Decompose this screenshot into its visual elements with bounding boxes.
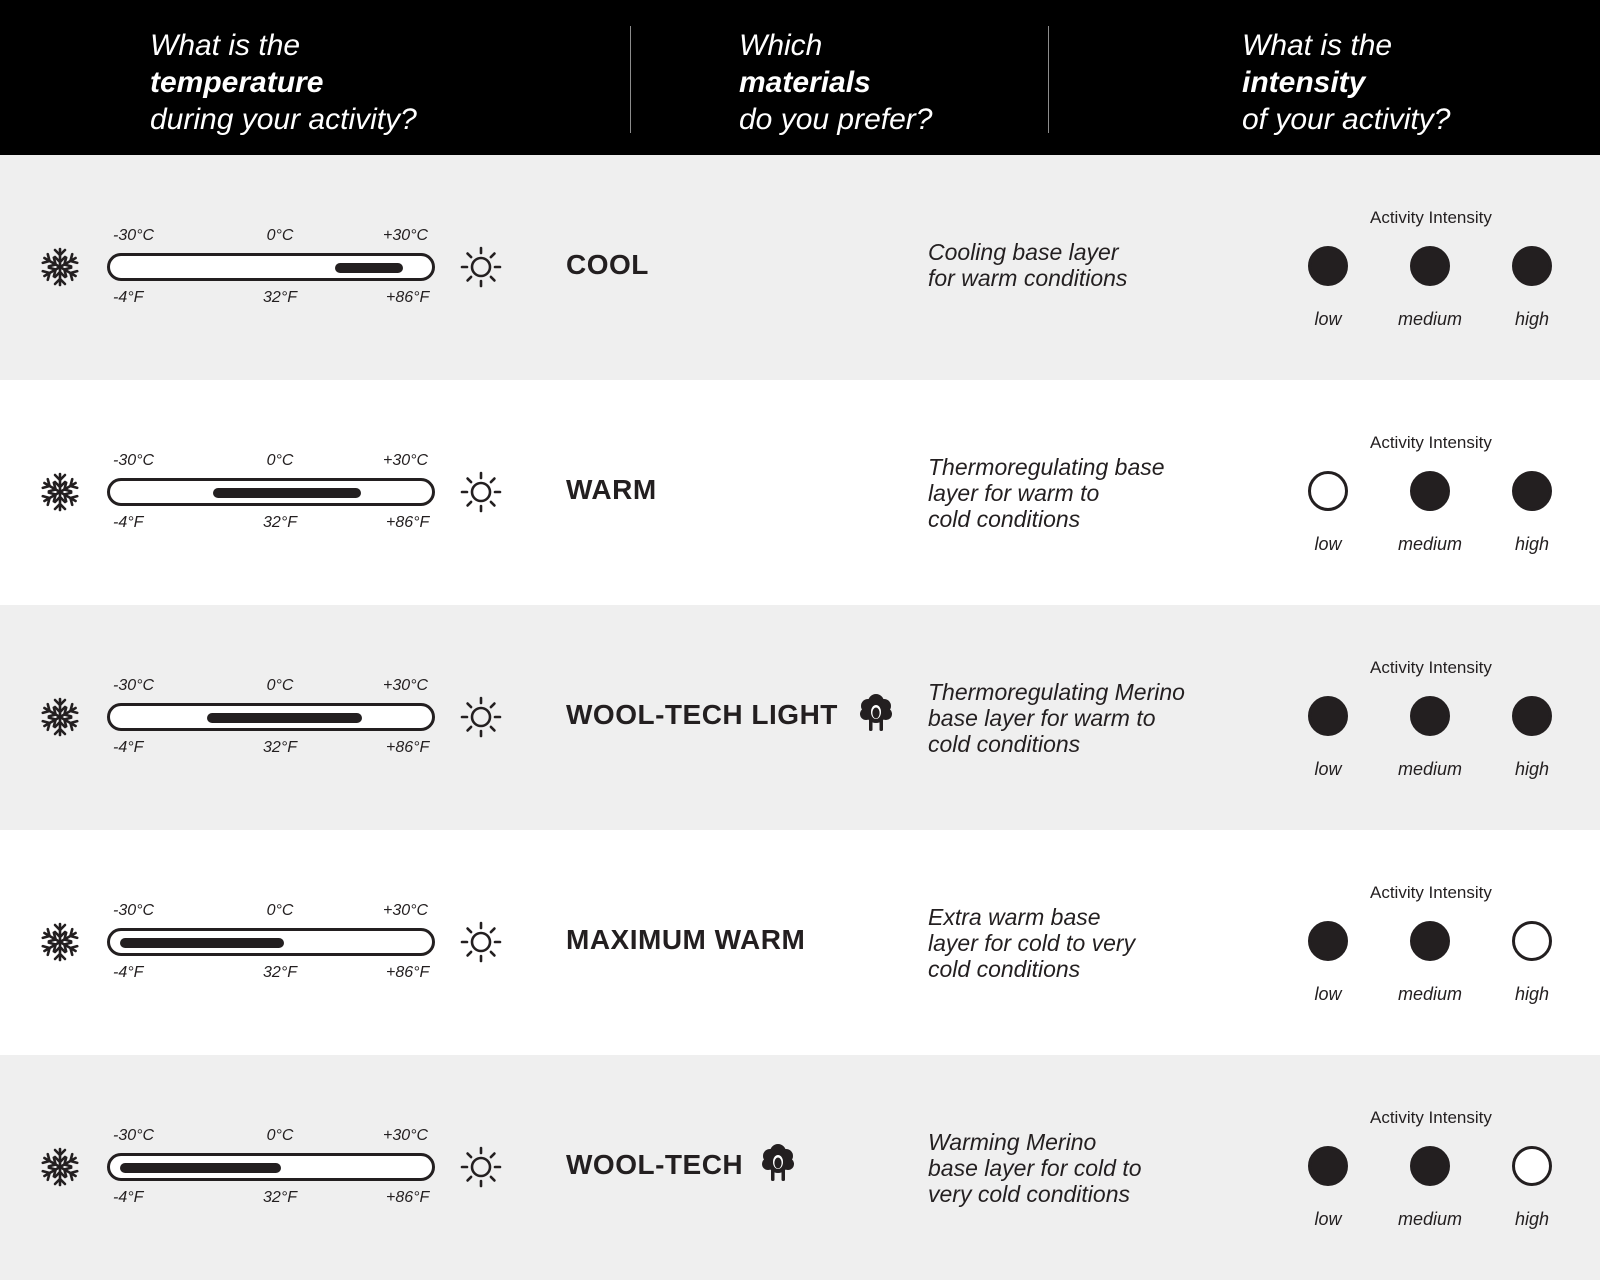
temp-label-celsius-max: +30°C	[383, 1127, 429, 1144]
temperature-range-fill	[213, 488, 361, 498]
intensity-dot-low	[1308, 1146, 1348, 1186]
product-name: WOOL-TECH LIGHT	[566, 699, 838, 730]
sun-icon	[459, 470, 503, 514]
temp-label-celsius-min: -30°C	[113, 452, 155, 469]
temp-label-fahrenheit-max: +86°F	[386, 739, 430, 756]
activity-intensity-title: Activity Intensity	[1370, 883, 1492, 902]
product-description-line: very cold conditions	[928, 1181, 1130, 1207]
intensity-label-medium: medium	[1397, 309, 1463, 329]
product-description-line: layer for cold to very	[928, 930, 1136, 956]
temp-label-celsius-mid: 0°C	[266, 677, 294, 694]
temp-label-fahrenheit-max: +86°F	[386, 289, 430, 306]
snowflake-icon	[38, 1145, 82, 1189]
product-row	[0, 830, 1600, 1055]
temp-label-fahrenheit-min: -4°F	[113, 289, 144, 306]
snowflake-icon	[38, 470, 82, 514]
product-name: COOL	[566, 249, 649, 280]
temp-label-celsius-min: -30°C	[113, 227, 155, 244]
intensity-label-low: low	[1314, 534, 1342, 554]
temp-label-fahrenheit-mid: 32°F	[263, 739, 297, 756]
product-description-line: cold conditions	[928, 506, 1081, 532]
product-name: WARM	[566, 474, 657, 505]
temperature-range-track	[107, 253, 435, 281]
intensity-label-high: high	[1514, 759, 1550, 779]
temp-label-fahrenheit-min: -4°F	[113, 1189, 144, 1206]
sun-icon	[459, 1145, 503, 1189]
intensity-dot-medium	[1410, 921, 1450, 961]
temp-label-fahrenheit-max: +86°F	[386, 964, 430, 981]
temp-label-celsius-mid: 0°C	[266, 902, 294, 919]
temp-label-fahrenheit-mid: 32°F	[263, 514, 297, 531]
sun-icon	[459, 245, 503, 289]
intensity-dot-medium	[1410, 246, 1450, 286]
intensity-dot-low	[1308, 246, 1348, 286]
temp-label-fahrenheit-mid: 32°F	[263, 1189, 297, 1206]
product-description-line: base layer for cold to	[928, 1155, 1142, 1181]
header-divider	[630, 26, 631, 133]
temperature-range-track	[107, 703, 435, 731]
sun-icon	[459, 695, 503, 739]
temp-label-celsius-mid: 0°C	[266, 452, 294, 469]
activity-intensity-title: Activity Intensity	[1370, 1108, 1492, 1127]
product-description	[928, 1129, 1248, 1207]
product-description	[928, 679, 1248, 757]
product-row	[0, 155, 1600, 380]
temp-label-fahrenheit-mid: 32°F	[263, 964, 297, 981]
activity-intensity-title: Activity Intensity	[1370, 433, 1492, 452]
intensity-dot-high	[1512, 246, 1552, 286]
temp-label-celsius-mid: 0°C	[266, 1127, 294, 1144]
intensity-label-high: high	[1514, 984, 1550, 1004]
intensity-label-high: high	[1514, 309, 1550, 329]
intensity-dot-low	[1308, 696, 1348, 736]
intensity-dot-medium	[1410, 471, 1450, 511]
product-description-line: Thermoregulating Merino	[928, 679, 1185, 705]
product-row	[0, 605, 1600, 830]
sun-icon	[459, 920, 503, 964]
temperature-range-track	[107, 478, 435, 506]
intensity-label-low: low	[1314, 1209, 1342, 1229]
intensity-dot-low	[1308, 921, 1348, 961]
intensity-label-medium: medium	[1397, 759, 1463, 779]
temp-label-celsius-max: +30°C	[383, 227, 429, 244]
merino-sheep-icon	[760, 1143, 796, 1183]
snowflake-icon	[38, 695, 82, 739]
temperature-range-fill	[335, 263, 403, 273]
temperature-range-fill	[120, 938, 284, 948]
temp-label-celsius-max: +30°C	[383, 452, 429, 469]
temp-label-fahrenheit-min: -4°F	[113, 964, 144, 981]
intensity-label-low: low	[1314, 309, 1342, 329]
snowflake-icon	[38, 920, 82, 964]
intensity-label-medium: medium	[1397, 1209, 1463, 1229]
intensity-label-medium: medium	[1397, 534, 1463, 554]
intensity-label-high: high	[1514, 1209, 1550, 1229]
intensity-dot-high	[1512, 921, 1552, 961]
product-row	[0, 380, 1600, 605]
temperature-range-fill	[207, 713, 362, 723]
product-description-line: Cooling base layer	[928, 239, 1119, 265]
intensity-dot-medium	[1410, 1146, 1450, 1186]
header-materials-question: Which materials do you prefer?	[739, 29, 933, 136]
activity-intensity-title: Activity Intensity	[1370, 658, 1492, 677]
intensity-dot-high	[1512, 1146, 1552, 1186]
temp-label-celsius-min: -30°C	[113, 677, 155, 694]
intensity-dot-low	[1308, 471, 1348, 511]
header-divider	[1048, 26, 1049, 133]
temp-label-celsius-max: +30°C	[383, 902, 429, 919]
product-description-line: for warm conditions	[928, 265, 1128, 291]
product-description-line: Extra warm base	[928, 904, 1101, 930]
intensity-dot-high	[1512, 471, 1552, 511]
product-name: WOOL-TECH	[566, 1149, 744, 1180]
product-description	[928, 904, 1248, 982]
intensity-label-high: high	[1514, 534, 1550, 554]
intensity-dot-high	[1512, 696, 1552, 736]
temperature-range-fill	[120, 1163, 281, 1173]
temp-label-fahrenheit-mid: 32°F	[263, 289, 297, 306]
intensity-dot-medium	[1410, 696, 1450, 736]
merino-sheep-icon	[858, 693, 894, 733]
snowflake-icon	[38, 245, 82, 289]
product-description-line: cold conditions	[928, 956, 1081, 982]
product-description-line: layer for warm to	[928, 480, 1100, 506]
activity-intensity-title: Activity Intensity	[1370, 208, 1492, 227]
product-description	[928, 239, 1248, 291]
product-description-line: Warming Merino	[928, 1129, 1097, 1155]
intensity-label-low: low	[1314, 759, 1342, 779]
product-description	[928, 454, 1248, 532]
product-description-line: Thermoregulating base	[928, 454, 1165, 480]
temperature-range-track	[107, 928, 435, 956]
temp-label-fahrenheit-max: +86°F	[386, 1189, 430, 1206]
temp-label-fahrenheit-min: -4°F	[113, 514, 144, 531]
temp-label-fahrenheit-max: +86°F	[386, 514, 430, 531]
intensity-label-low: low	[1314, 984, 1342, 1004]
temp-label-celsius-min: -30°C	[113, 902, 155, 919]
header-temperature-question: What is the temperature during your activity?	[150, 29, 417, 136]
temp-label-celsius-min: -30°C	[113, 1127, 155, 1144]
header-intensity-question: What is the intensity of your activity?	[1242, 29, 1451, 136]
product-name: MAXIMUM WARM	[566, 924, 806, 955]
header-bar	[0, 0, 1600, 155]
intensity-label-medium: medium	[1397, 984, 1463, 1004]
temp-label-celsius-mid: 0°C	[266, 227, 294, 244]
product-row	[0, 1055, 1600, 1280]
temp-label-fahrenheit-min: -4°F	[113, 739, 144, 756]
temp-label-celsius-max: +30°C	[383, 677, 429, 694]
temperature-range-track	[107, 1153, 435, 1181]
product-description-line: cold conditions	[928, 731, 1081, 757]
product-description-line: base layer for warm to	[928, 705, 1156, 731]
